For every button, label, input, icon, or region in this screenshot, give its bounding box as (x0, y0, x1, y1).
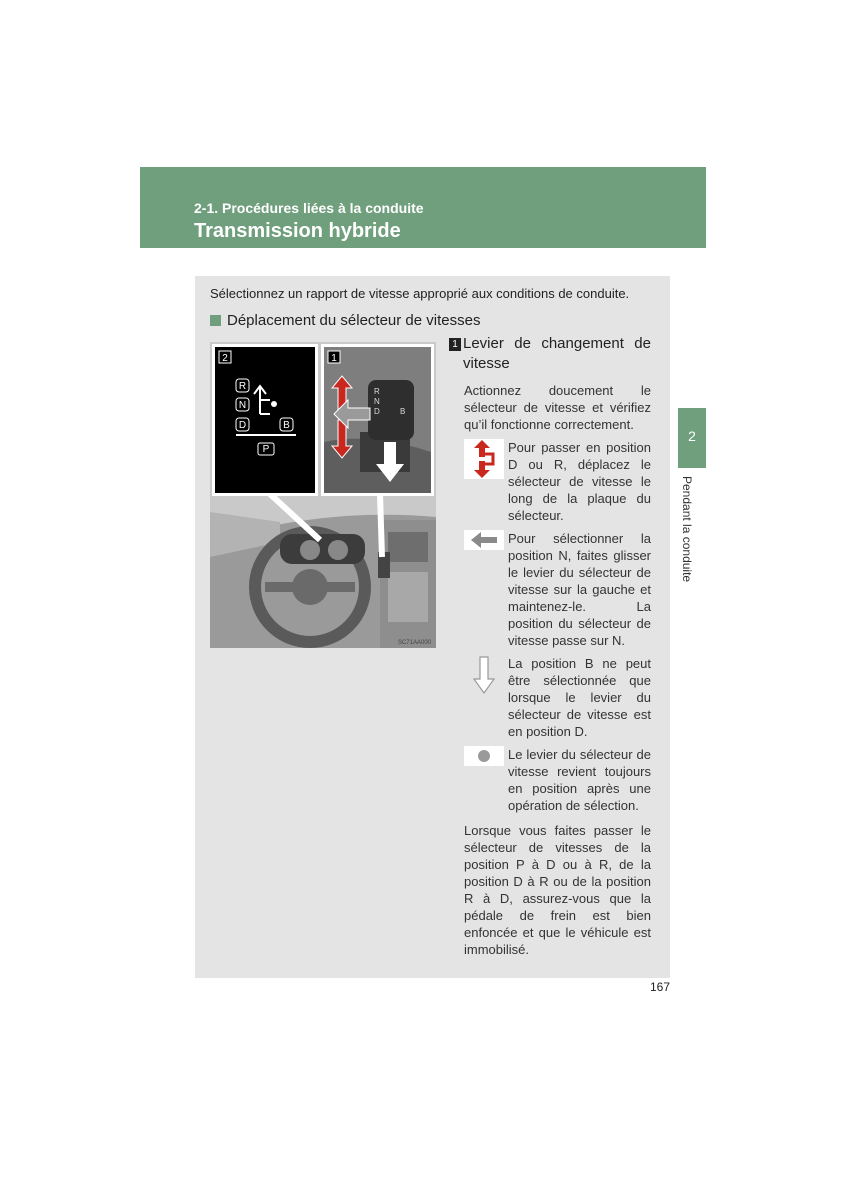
lever-label-n: N (374, 397, 380, 406)
dot-icon (464, 746, 504, 766)
instruction-item (464, 655, 651, 740)
gear-label-b: B (283, 420, 290, 431)
instruction-item (464, 746, 651, 814)
intro-text: Sélectionnez un rapport de vitesse approprié aux conditions de conduite. (210, 286, 630, 301)
instruction-item-text: Pour passer en position D ou R, déplacez le sélecteur de vitesse le long de la plaque du sélecteur. (508, 440, 651, 523)
content-panel (195, 276, 670, 978)
callout-1: 1 (331, 353, 337, 364)
square-bullet-icon (210, 315, 221, 326)
side-tab-label-text: Pendant la conduite (680, 476, 694, 583)
side-tab-label (680, 476, 696, 596)
chapter-side-tab (678, 408, 706, 468)
gear-label-p: P (262, 444, 270, 455)
page-number: 167 (650, 980, 671, 994)
page-title: Transmission hybride (194, 220, 401, 242)
left-arrow-icon (464, 530, 504, 550)
lever-heading-text: Levier de changement de vitesse (463, 335, 651, 372)
section-label: 2-1. Procédures liées à la conduite (194, 200, 424, 216)
closing-paragraph: Lorsque vous faites passer le sélecteur de vitesses de la position P à D ou à R, de la position D à R ou de la position R à D, assurez-vous que la pédale de frein est bien enfoncée et que le véhicule est immobilisé. (464, 823, 651, 957)
instruction-item-text: Le levier du sélecteur de vitesse revient toujours en position après une opération de sélection. (508, 747, 651, 813)
shift-lever-illustration (210, 342, 436, 648)
chapter-header-band (140, 167, 706, 248)
lever-label-r: R (374, 387, 380, 396)
instruction-item (464, 530, 651, 649)
gear-label-d: D (238, 420, 247, 431)
figure-code: SC71AA000 (397, 640, 431, 646)
callout-2: 2 (222, 353, 228, 364)
red-up-down-arrows-icon (464, 439, 504, 479)
lever-label-b: B (400, 407, 406, 416)
side-tab-number: 2 (688, 428, 696, 444)
gear-label-n: N (238, 400, 247, 411)
subheading (210, 312, 480, 329)
lever-label-d: D (374, 407, 380, 416)
lever-heading (449, 334, 651, 374)
instruction-item (464, 439, 651, 524)
lever-body-text: Actionnez doucement le sélecteur de vitesse et vérifiez qu’il fonctionne correctement. (464, 383, 651, 432)
instruction-item-text: La position B ne peut être sélectionnée que lorsque le levier du sélecteur de vitesse est en position D. (508, 656, 651, 739)
callout-number-1: 1 (449, 338, 461, 351)
gear-label-r: R (238, 381, 247, 392)
subheading-text: Déplacement du sélecteur de vitesses (227, 312, 481, 329)
down-arrow-outline-icon (464, 655, 504, 695)
instruction-column (449, 334, 651, 958)
instruction-item-text: Pour sélectionner la position N, faites glisser le levier du sélecteur de vitesse sur la gauche et maintenez-le. La position du sélecteur de vitesse passe sur N. (508, 531, 651, 648)
